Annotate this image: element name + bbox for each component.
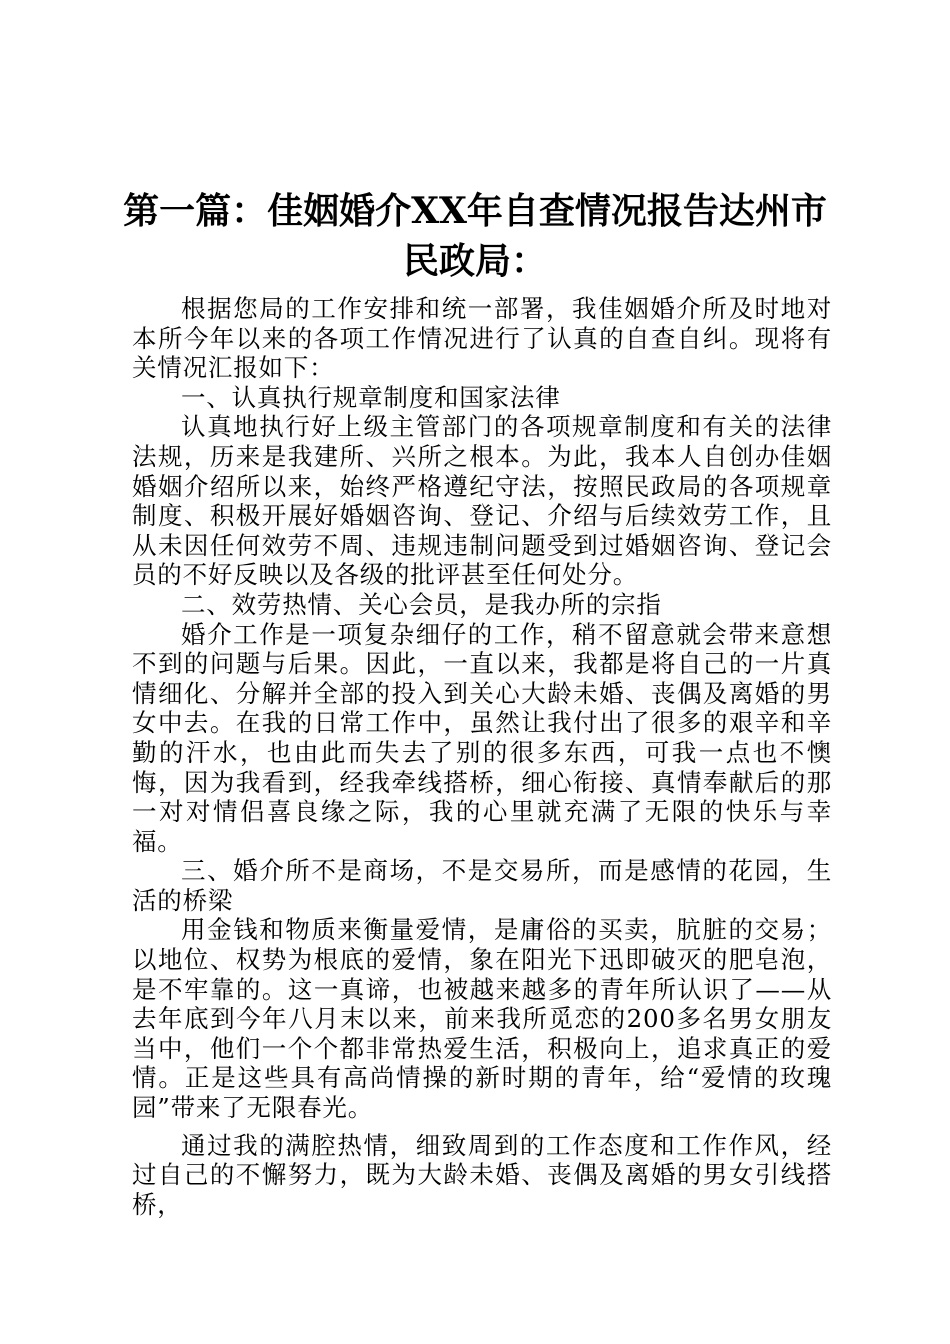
section-heading-2: 二、效劳热情、关心会员，是我办所的宗指 [181, 589, 662, 619]
paragraph-section-3: 用金钱和物质来衡量爱情，是庸俗的买卖，肮脏的交易；以地位、权势为根底的爱情，象在阳光下迅即破灭的肥皂泡，是不牢靠的。这一真谛，也被越来越多的青年所认识了——从去年底到今年八月末以来，前来我所觅恋的200多名男女朋友当中，他们一个个都非常热爱生活，积极向上，追求真正的爱情。正是这些具有高尚情操的新时期的青年，给“爱情的玫瑰园”带来了无限春光。 [132, 915, 832, 1123]
paragraph-closing: 通过我的满腔热情，细致周到的工作态度和工作作风，经过自己的不懈努力，既为大龄未婚、丧偶及离婚的男女引线搭桥， [132, 1130, 832, 1219]
paragraph-section-1: 认真地执行好上级主管部门的各项规章制度和有关的法律法规，历来是我建所、兴所之根本。为此，我本人自创办佳姻婚姻介绍所以来，始终严格遵纪守法，按照民政局的各项规章制度、积极开展好婚姻咨询、登记、介绍与后续效劳工作，且从未因任何效劳不周、违规违制问题受到过婚姻咨询、登记会员的不好反映以及各级的批评甚至任何处分。 [132, 412, 832, 590]
section-heading-1: 一、认真执行规章制度和国家法律 [181, 382, 561, 412]
document-body [132, 294, 832, 1219]
document-title-line-2: 民政局： [402, 240, 547, 282]
section-heading-3: 三、婚介所不是商场，不是交易所，而是感情的花园，生活的桥梁 [132, 856, 832, 915]
paragraph-intro: 根据您局的工作安排和统一部署，我佳姻婚介所及时地对本所今年以来的各项工作情况进行了认真的自查自纠。现将有关情况汇报如下： [132, 294, 832, 383]
document-title-line-1: 第一篇：佳姻婚介XX年自查情况报告达州市 [123, 190, 827, 232]
paragraph-section-2: 婚介工作是一项复杂细仔的工作，稍不留意就会带来意想不到的问题与后果。因此，一直以来，我都是将自己的一片真情细化、分解并全部的投入到关心大龄未婚、丧偶及离婚的男女中去。在我的日常工作中，虽然让我付出了很多的艰辛和辛勤的汗水，也由此而失去了别的很多东西，可我一点也不懊悔，因为我看到，经我牵线搭桥，细心衔接、真情奉献后的那一对对情侣喜良缘之际，我的心里就充满了无限的快乐与幸福。 [132, 619, 832, 856]
